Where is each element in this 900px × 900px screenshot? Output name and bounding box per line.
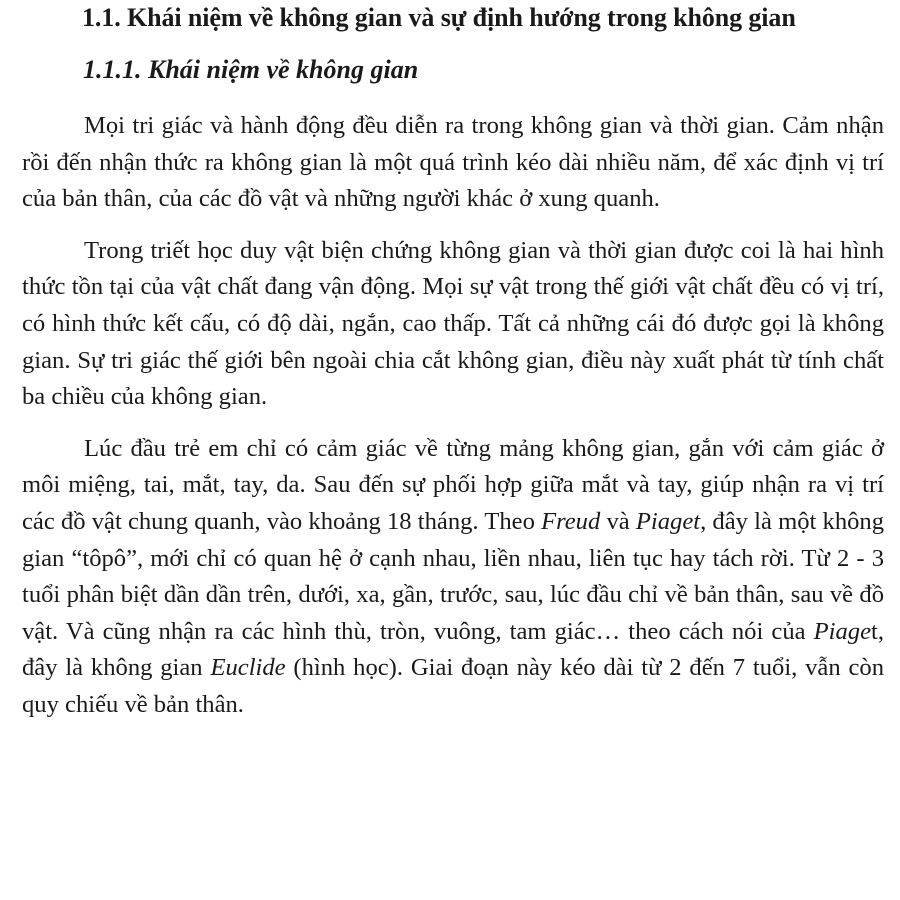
paragraph-1: Mọi tri giác và hành động đều diễn ra trong không gian và thời gian. Cảm nhận rồi đến nhận thức ra không gian là một quá trình kéo dài nhiều năm, để xác định vị trí của bản thân, của các đồ vật và những người khác ở xung quanh. <box>22 112 884 213</box>
paragraph-2: Trong triết học duy vật biện chứng không gian và thời gian được coi là hai hình thức tồn tại của vật chất đang vận động. Mọi sự vật trong thế giới vật chất đều có vị trí, có hình thức kết cấu, có độ dài, ngắn, cao thấp. Tất cả những cái đó được gọi là không gian. Sự tri giác thế giới bên ngoài chia cắt không gian, điều này xuất phát từ tính chất ba chiều của không gian. <box>22 236 884 411</box>
body-text <box>22 108 884 724</box>
section-heading: 1.1. Khái niệm về không gian và sự định hướng trong không gian <box>82 3 796 32</box>
paragraph-3-text-1: Lúc đầu trẻ em chỉ có cảm giác về từng mảng không gian, gắn với cảm giác ở môi miệng, tai, mắt, tay, da. Sau đến sự phối hợp giữa mắt và tay, giúp nhận ra vị trí các đồ vật chung quanh, vào khoảng 18 tháng. Theo <box>22 434 884 535</box>
paragraph-3-text-2: và <box>600 507 636 535</box>
paragraph-3-text-5: (hình học). Giai đoạn này kéo dài từ 2 đến 7 tuổi, vẫn còn quy chiếu về bản thân. <box>22 654 884 718</box>
paragraph-3-text-3: , đây là một không gian “tôpô”, mới chỉ có quan hệ ở cạnh nhau, liền nhau, liên tục hay tách rời. Từ 2 - 3 tuổi phân biệt dần dần trên, dưới, xa, gần, trước, sau, lúc đầu chỉ về bản thân, sau về đồ vật. Và cũng nhận ra các hình thù, tròn, vuông, tam giác… theo cách nói của <box>22 507 885 645</box>
term-freud: Freud <box>541 507 601 535</box>
paragraph-3-text-4: t, đây là không gian <box>22 617 884 682</box>
term-piaget-2: Piage <box>813 617 872 645</box>
subsection-heading: 1.1.1. Khái niệm về không gian <box>83 55 419 84</box>
paragraph-3 <box>22 431 884 724</box>
term-euclide: Euclide <box>210 654 286 682</box>
term-piaget: Piaget <box>635 507 701 535</box>
